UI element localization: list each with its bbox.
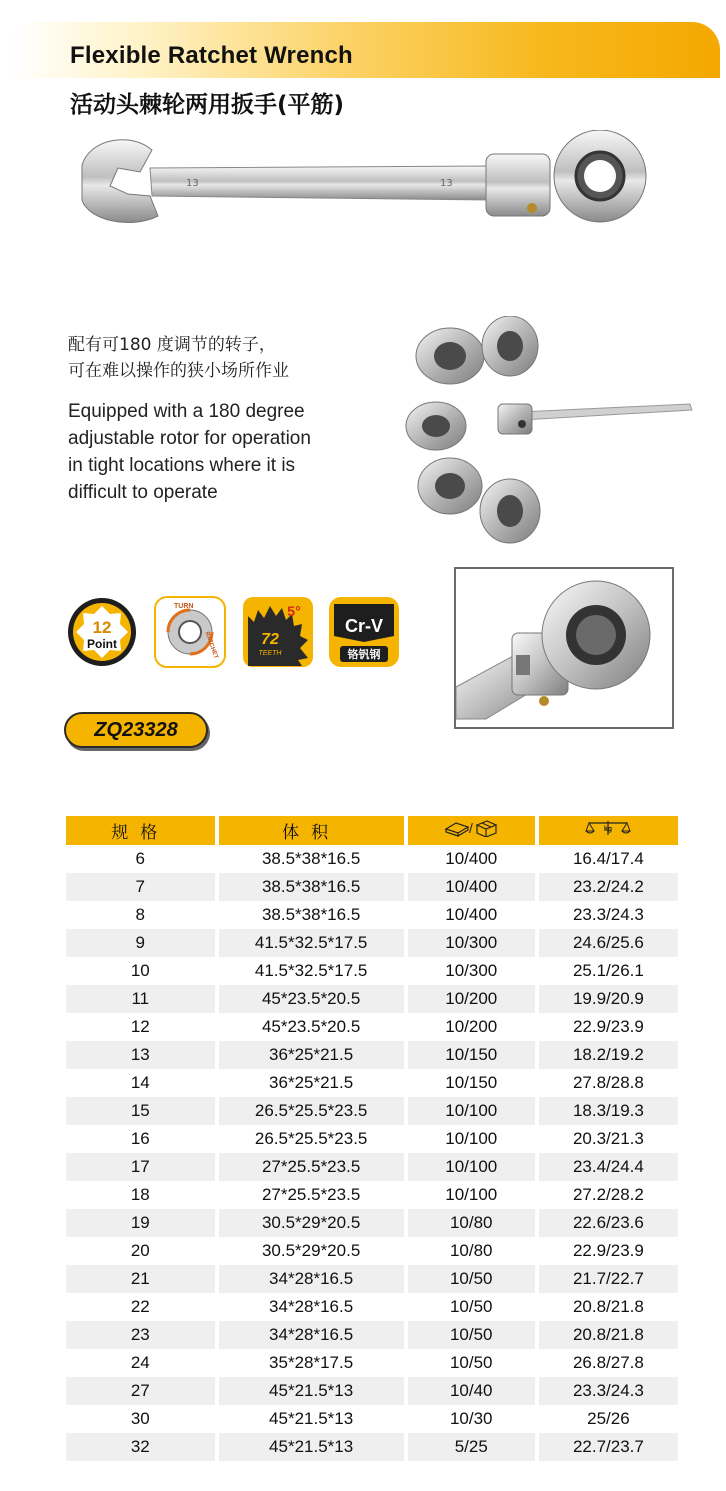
- table-row: [66, 929, 678, 957]
- cell-weight: 16.4/17.4: [572, 849, 644, 868]
- carton-package-icon: [444, 819, 498, 837]
- size-marking-2: 13: [440, 178, 453, 189]
- cell-packing: 10/150: [408, 1041, 535, 1069]
- cell-weight: 18.3/19.3: [539, 1097, 678, 1125]
- table-header-row: [66, 816, 678, 845]
- cell-volume: 30.5*29*20.5: [261, 1241, 361, 1260]
- cell-size: 23: [66, 1321, 215, 1349]
- cell-weight: 22.6/23.6: [539, 1209, 678, 1237]
- cell-volume: 38.5*38*16.5: [261, 849, 361, 868]
- cell-weight: 24.6/25.6: [539, 929, 678, 957]
- cell-packing: 10/100: [408, 1153, 535, 1181]
- cell-size: 27: [66, 1377, 215, 1405]
- cell-volume: 27*25.5*23.5: [261, 1185, 361, 1204]
- cell-weight: 20.8/21.8: [539, 1321, 678, 1349]
- cell-volume: 45*21.5*13: [219, 1377, 404, 1405]
- cell-weight: 22.9/23.9: [572, 1241, 644, 1260]
- cell-volume: 45*23.5*20.5: [261, 1017, 361, 1036]
- table-row: [66, 1321, 678, 1349]
- cell-packing: 10/400: [408, 873, 535, 901]
- cell-volume: 38.5*38*16.5: [261, 905, 361, 924]
- cell-size: 32: [66, 1433, 215, 1461]
- cell-size: 11: [66, 985, 215, 1013]
- turn-ratchet-icon: [154, 596, 226, 668]
- cell-size: 15: [66, 1097, 215, 1125]
- description-cn-line2: 可在难以操作的狭小场所作业: [68, 361, 289, 381]
- table-row: [66, 1265, 678, 1293]
- ratchet-head-closeup: [456, 569, 672, 727]
- table-row: [66, 1209, 678, 1237]
- cell-weight: 26.8/27.8: [572, 1353, 644, 1372]
- table-row: [66, 1041, 678, 1069]
- table-row: [66, 873, 678, 901]
- description-cn-line1: 配有可180 度调节的转子，: [68, 335, 276, 355]
- description-en-line3: in tight locations where it is: [68, 455, 296, 476]
- cell-size: 6: [135, 849, 146, 868]
- table-row: [66, 1377, 678, 1405]
- cell-size: 10: [130, 961, 150, 980]
- crv-cn-label: 铬钒钢: [347, 648, 381, 661]
- table-row: [66, 1349, 678, 1377]
- description-en-line4: difficult to operate: [68, 482, 218, 503]
- spec-table: [62, 816, 682, 1461]
- table-row: [66, 1069, 678, 1097]
- cell-packing: 10/300: [408, 929, 535, 957]
- cell-weight: 23.3/24.3: [539, 1377, 678, 1405]
- teeth-72-icon: [242, 596, 314, 668]
- cell-packing: 10/150: [445, 1073, 498, 1092]
- cell-packing: 10/400: [445, 905, 498, 924]
- table-row: [66, 1125, 678, 1153]
- cell-volume: 34*28*16.5: [219, 1321, 404, 1349]
- cell-size: 19: [66, 1209, 215, 1237]
- cell-volume: 27*25.5*23.5: [219, 1153, 404, 1181]
- cell-size: 14: [130, 1073, 150, 1092]
- table-row: [66, 1237, 678, 1265]
- rotor-range-illustration: [400, 316, 700, 546]
- cell-packing: 10/50: [408, 1321, 535, 1349]
- page-subtitle-cn: 活动头棘轮两用扳手(平筋): [70, 92, 345, 118]
- cell-packing: 10/30: [449, 1409, 493, 1428]
- cell-size: 7: [66, 873, 215, 901]
- cell-weight: 22.7/23.7: [539, 1433, 678, 1461]
- cell-weight: 20.3/21.3: [572, 1129, 644, 1148]
- table-row: [66, 1433, 678, 1461]
- cell-volume: 41.5*32.5*17.5: [254, 961, 368, 980]
- spec-table-body: [66, 845, 678, 1461]
- table-row: [66, 985, 678, 1013]
- cell-volume: 41.5*32.5*17.5: [219, 929, 404, 957]
- size-marking-1: 13: [186, 178, 199, 189]
- cell-volume: 26.5*25.5*23.5: [254, 1129, 368, 1148]
- table-row: [66, 1013, 678, 1041]
- cell-packing: 10/50: [408, 1265, 535, 1293]
- cell-size: 8: [135, 905, 146, 924]
- cell-weight: 25.1/26.1: [572, 961, 644, 980]
- cell-volume: 45*23.5*20.5: [219, 985, 404, 1013]
- table-row: [66, 1097, 678, 1125]
- cell-weight: 23.3/24.3: [572, 905, 644, 924]
- cell-size: 24: [130, 1353, 150, 1372]
- cell-packing: 10/400: [445, 849, 498, 868]
- cell-packing: 10/100: [445, 1185, 498, 1204]
- cell-size: 13: [66, 1041, 215, 1069]
- header-volume: 体积: [219, 816, 404, 845]
- table-row: [66, 1293, 678, 1321]
- cell-volume: 38.5*38*16.5: [219, 873, 404, 901]
- cell-size: 16: [130, 1129, 150, 1148]
- cell-weight: 20.8/21.8: [572, 1297, 644, 1316]
- description-en-line1: Equipped with a 180 degree: [68, 401, 305, 422]
- table-row: [66, 1405, 678, 1433]
- cell-size: 18: [130, 1185, 150, 1204]
- cell-size: 30: [130, 1409, 150, 1428]
- cell-volume: 34*28*16.5: [219, 1265, 404, 1293]
- cell-volume: 45*21.5*13: [219, 1433, 404, 1461]
- cell-size: 9: [66, 929, 215, 957]
- cell-packing: 5/25: [408, 1433, 535, 1461]
- cell-packing: 10/100: [445, 1129, 498, 1148]
- cell-packing: 10/50: [449, 1297, 493, 1316]
- header-weight: [539, 816, 678, 845]
- cell-weight: 25/26: [587, 1409, 630, 1428]
- cell-packing: 10/80: [449, 1241, 493, 1260]
- cell-volume: 35*28*17.5: [269, 1353, 354, 1372]
- header-packing: [408, 816, 535, 845]
- cell-volume: 30.5*29*20.5: [219, 1209, 404, 1237]
- table-row: [66, 957, 678, 985]
- turn-label: TURN: [174, 603, 194, 610]
- svg-text:/: /: [469, 820, 474, 836]
- cell-packing: 10/200: [445, 1017, 498, 1036]
- teeth-number: 72: [261, 631, 279, 648]
- cell-volume: 34*28*16.5: [269, 1297, 354, 1316]
- table-row: [66, 1181, 678, 1209]
- cell-volume: 36*25*21.5: [269, 1073, 354, 1092]
- cell-volume: 45*21.5*13: [269, 1409, 354, 1428]
- table-row: [66, 901, 678, 929]
- feature-icons: [66, 596, 398, 668]
- cell-weight: 19.9/20.9: [539, 985, 678, 1013]
- cell-volume: 26.5*25.5*23.5: [219, 1097, 404, 1125]
- cell-size: 21: [66, 1265, 215, 1293]
- cell-volume: 36*25*21.5: [219, 1041, 404, 1069]
- crv-steel-icon: [328, 596, 400, 668]
- twelve-point-number: 12: [92, 618, 112, 637]
- cell-weight: 23.2/24.2: [539, 873, 678, 901]
- cell-weight: 18.2/19.2: [539, 1041, 678, 1069]
- cell-packing: 10/300: [445, 961, 498, 980]
- description-en-line2: adjustable rotor for operation: [68, 428, 311, 449]
- cell-weight: 27.8/28.8: [572, 1073, 644, 1092]
- twelve-point-label: Point: [87, 637, 117, 651]
- ratchet-label: RATCHET: [203, 631, 219, 660]
- description-en: [68, 398, 368, 506]
- header-size: 规格: [66, 816, 215, 845]
- cell-weight: 22.9/23.9: [572, 1017, 644, 1036]
- cell-size: 20: [130, 1241, 150, 1260]
- weight-unit: kg: [604, 826, 613, 833]
- ratchet-head-detail-image: [454, 567, 674, 729]
- crv-label: Cr-V: [344, 616, 384, 636]
- cell-packing: 10/80: [408, 1209, 535, 1237]
- cell-weight: 27.2/28.2: [572, 1185, 644, 1204]
- table-row: [66, 1153, 678, 1181]
- cell-packing: 10/40: [408, 1377, 535, 1405]
- cell-weight: 21.7/22.7: [539, 1265, 678, 1293]
- model-number-badge: ZQ23328: [64, 712, 208, 748]
- angle-label: 5°: [287, 603, 301, 619]
- cell-packing: 10/50: [449, 1353, 493, 1372]
- weight-scale-icon: [585, 819, 631, 837]
- cell-size: 12: [130, 1017, 150, 1036]
- cell-weight: 23.4/24.4: [539, 1153, 678, 1181]
- description-cn: [68, 332, 289, 384]
- twelve-point-icon: [66, 596, 138, 668]
- cell-size: 17: [66, 1153, 215, 1181]
- table-row: [66, 845, 678, 873]
- cell-size: 22: [130, 1297, 150, 1316]
- cell-packing: 10/100: [408, 1097, 535, 1125]
- page-title: Flexible Ratchet Wrench: [70, 42, 353, 69]
- wrench-product-image: [70, 130, 670, 230]
- cell-packing: 10/200: [408, 985, 535, 1013]
- teeth-label: TEETH: [258, 650, 282, 657]
